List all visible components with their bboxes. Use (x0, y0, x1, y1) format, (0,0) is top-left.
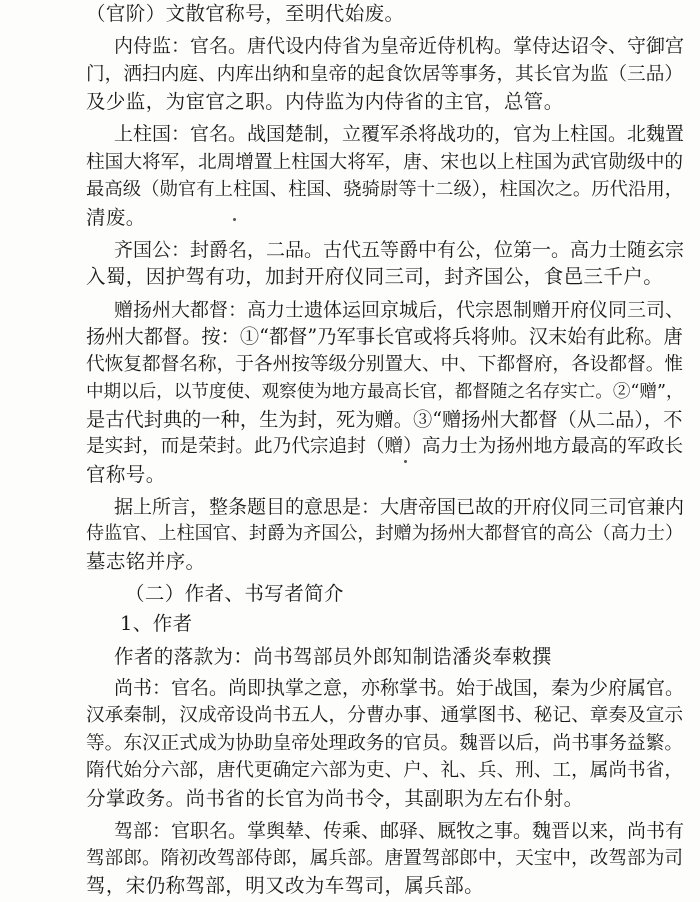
text-line: 清废。 (86, 205, 146, 229)
text-line: （官阶）文散官称号，至明代始废。 (86, 1, 405, 25)
text-line: 上柱国：官名。战国楚制，立覆军杀将战功的，官为上柱国。北魏置 (114, 123, 685, 146)
text-line: 分掌政务。尚书省的长官为尚书令，其副职为左右仆射。 (86, 786, 584, 810)
text-line: 官称号。 (86, 462, 166, 486)
text-line: 是实封，而是荣封。此乃代宗追封（赠）高力士为扬州地方最高的军政长 (86, 436, 683, 458)
text-line: 中期以后，以节度使、观察使为地方最高长官，都督随之名存实亡。②“赠”， (86, 382, 684, 403)
text-line: 隋代始分六部，唐代更确定六部为吏、户、礼、兵、刑、工，属尚书省， (86, 760, 683, 782)
text-line: 作者的落款为：尚书驾部员外郎知制诰潘炎奉敕撰 (114, 644, 552, 668)
text-line: 汉承秦制，汉成帝设尚书五人，分曹办事、通掌图书、秘记、章奏及宣示 (86, 705, 683, 727)
text-line: 驾，宋仍称驾部，明又改为车驾司，属兵部。 (86, 874, 485, 897)
text-line: 及少监，为宦官之职。内侍监为内侍省的主官，总管。 (86, 90, 564, 114)
text-line: 齐国公：封爵名，二品。古代五等爵中有公，位第一。高力士随玄宗 (114, 238, 685, 261)
text-line: 据上所言，整条题目的意思是：大唐帝国已故的开府仪同三司官兼内 (114, 495, 685, 518)
scan-speck (404, 460, 407, 463)
text-line: 柱国大将军，北周增置上柱国大将军，唐、宋也以上柱国为武官勋级中的 (86, 151, 683, 173)
text-line: 扬州大都督。按：①“都督”乃军事长官或将兵将帅。汉末始有此称。唐 (86, 325, 683, 349)
text-line: 代恢复都督名称，于各州按等级分别置大、中、下都督府，各设都督。惟 (86, 353, 683, 375)
text-line: 驾部郎。隋初改驾部侍郎，属兵部。唐置驾部郎中，天宝中，改驾部为司 (86, 847, 683, 869)
text-line: 驾部：官职名。掌舆辇、传乘、邮驿、厩牧之事。魏晋以来，尚书有 (114, 820, 685, 843)
text-line: 内侍监：官名。唐代设内侍省为皇帝近侍机构。掌侍达诏令、守御宫 (114, 35, 685, 58)
text-line: 是古代封典的一种，生为封，死为赠。③“赠扬州大都督（从二品），不 (86, 407, 683, 431)
text-line: 门，洒扫内庭、内库出纳和皇帝的起食饮居等事务，其长官为监（三品） (86, 63, 683, 85)
subsection-heading: 1、作者 (120, 612, 193, 636)
text-line: 尚书：官名。尚即执掌之意，亦称掌书。始于战国，秦为少府属官。 (114, 676, 685, 699)
scan-speck (233, 218, 236, 221)
text-line: 入蜀，因护驾有功，加封开府仪同三司，封齐国公，食邑三千户。 (86, 265, 664, 289)
text-line: 墓志铭并序。 (86, 549, 206, 573)
text-line: 赠扬州大都督：高力士遗体运回京城后，代宗恩制赠开府仪同三司、 (114, 298, 685, 321)
text-line: 最高级（勋官有上柱国、柱国、骁骑尉等十二级），柱国次之。历代沿用， (86, 179, 684, 201)
text-line: 等。东汉正式成为协助皇帝处理政务的官员。魏晋以后，尚书事务益繁。 (86, 732, 683, 754)
section-heading: （二）作者、书写者简介 (125, 582, 344, 606)
text-line: 侍监官、上柱国官、封爵为齐国公，封赠为扬州大都督官的高公（高力士） (86, 523, 684, 545)
